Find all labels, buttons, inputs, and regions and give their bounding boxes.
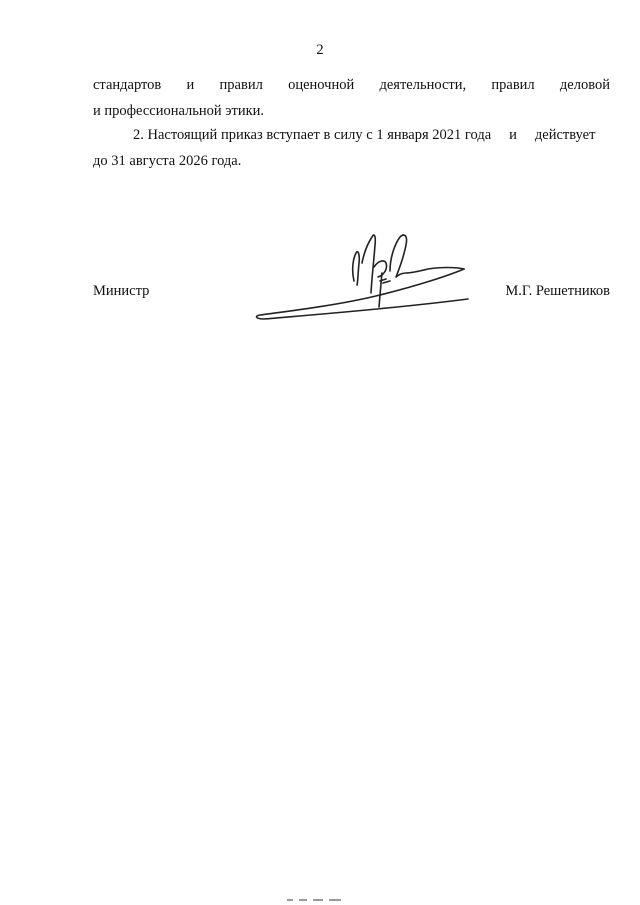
- position-title: Министр: [93, 283, 150, 299]
- paragraph-2-line-2: до 31 августа 2026 года.: [93, 153, 242, 169]
- paragraph-1: [93, 72, 610, 124]
- signatory-name: М.Г. Решетников: [505, 283, 610, 299]
- paragraph-1-line-1: [93, 72, 610, 98]
- paragraph-2-line-1: [93, 122, 610, 148]
- handwritten-signature: [250, 215, 480, 325]
- paragraph-2-verb: действует: [534, 127, 596, 143]
- paragraph-1-line-2: и профессиональной этики.: [93, 103, 265, 119]
- paragraph-2: [93, 122, 610, 174]
- scan-artifact-marks: [285, 898, 345, 902]
- paragraph-2-text: 2. Настоящий приказ вступает в силу с 1 января 2021 года: [133, 127, 492, 143]
- paragraph-2-conjunction: и: [509, 127, 517, 143]
- word: стандартов: [93, 77, 162, 93]
- word: и: [186, 77, 195, 93]
- word: правил: [491, 77, 535, 93]
- word: деловой: [559, 77, 610, 93]
- page-number: 2: [316, 42, 324, 58]
- word: деятельности,: [379, 77, 467, 93]
- word: оценочной: [288, 77, 355, 93]
- word: правил: [219, 77, 263, 93]
